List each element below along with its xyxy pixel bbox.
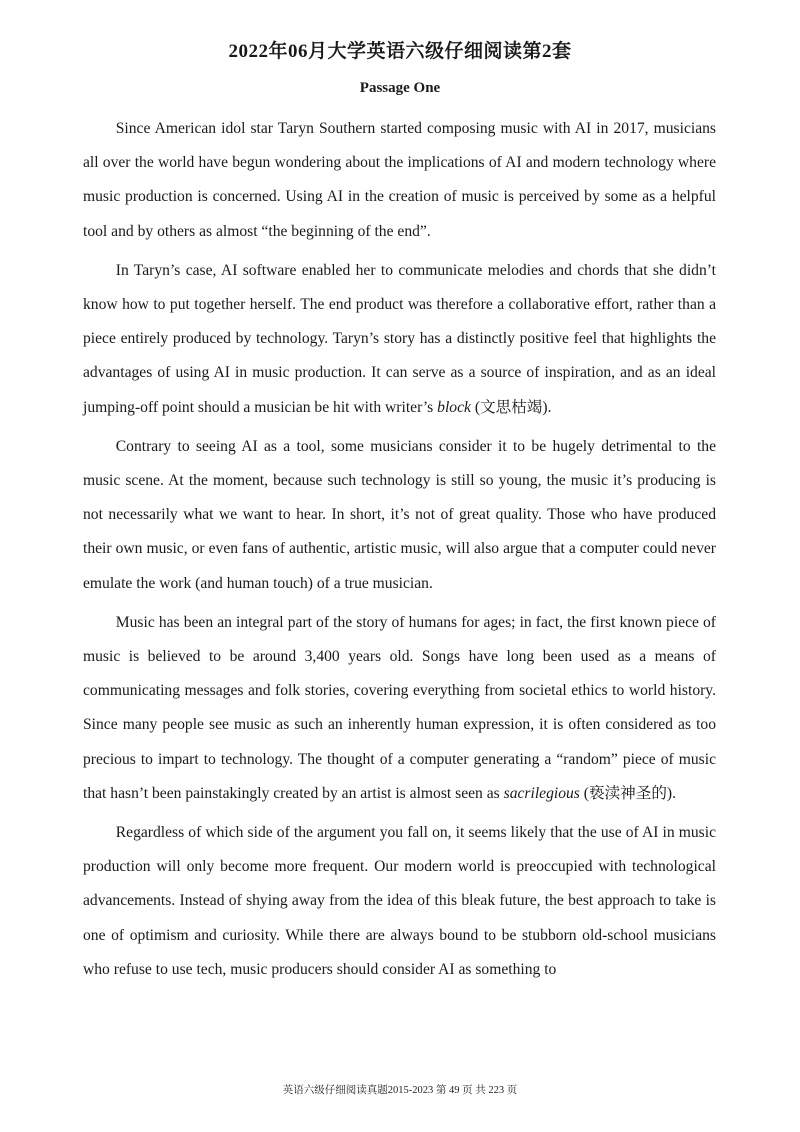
italic-term: block bbox=[437, 398, 471, 416]
paragraph-2: In Taryn’s case, AI software enabled her to communicate melodies and chords that she didn’t know how to put together herself. The end product was therefore a collaborative effort, rather than a piece entirely produced by technology. Taryn’s story has a distinctly positive feel that highlights the advantages of using AI in music production. It can serve as a source of inspiration, and as an ideal jumping-off point should a musician be hit with writer’s block (文思枯竭). bbox=[83, 261, 716, 416]
passage-body bbox=[83, 112, 716, 992]
italic-term: sacrilegious bbox=[503, 784, 580, 802]
page-title: 2022年06月大学英语六级仔细阅读第2套 bbox=[228, 41, 572, 62]
paragraph-1: Since American idol star Taryn Southern started composing music with AI in 2017, musicians all over the world have begun wondering about the implications of AI and modern technology where music production is concerned. Using AI in the creation of music is perceived by some as a helpful tool and by others as almost “the beginning of the end”. bbox=[83, 120, 716, 240]
paragraph-5: Regardless of which side of the argument you fall on, it seems likely that the use of AI in music production will only become more frequent. Our modern world is preoccupied with technological advancements. Instead of shying away from the idea of this bleak future, the best approach to take is one of optimism and curiosity. While there are always bound to be stubborn old-school musicians who refuse to use tech, music producers should consider AI as something to bbox=[83, 824, 716, 978]
paragraph-3: Contrary to seeing AI as a tool, some musicians consider it to be hugely detrimental to the music scene. At the moment, because such technology is still so young, the music it’s producing is not necessarily what we want to hear. In short, it’s not of great quality. Those who have produced their own music, or even fans of authentic, artistic music, will also argue that a computer could never emulate the work (and human touch) of a true musician. bbox=[83, 437, 716, 592]
passage-heading: Passage One bbox=[359, 80, 441, 96]
page-footer: 英语六级仔细阅读真题2015-2023 第 49 页 共 223 页 bbox=[282, 1085, 518, 1096]
paragraph-4: Music has been an integral part of the story of humans for ages; in fact, the first known piece of music is believed to be around 3,400 years old. Songs have long been used as a means of communicating messages and folk stories, covering everything from societal ethics to world history. Since many people see music as such an inherently human expression, it is often considered as too precious to impart to technology. The thought of a computer generating a “random” piece of music that hasn’t been painstakingly created by an artist is almost seen as sacrilegious (亵渎神圣的). bbox=[83, 613, 716, 802]
